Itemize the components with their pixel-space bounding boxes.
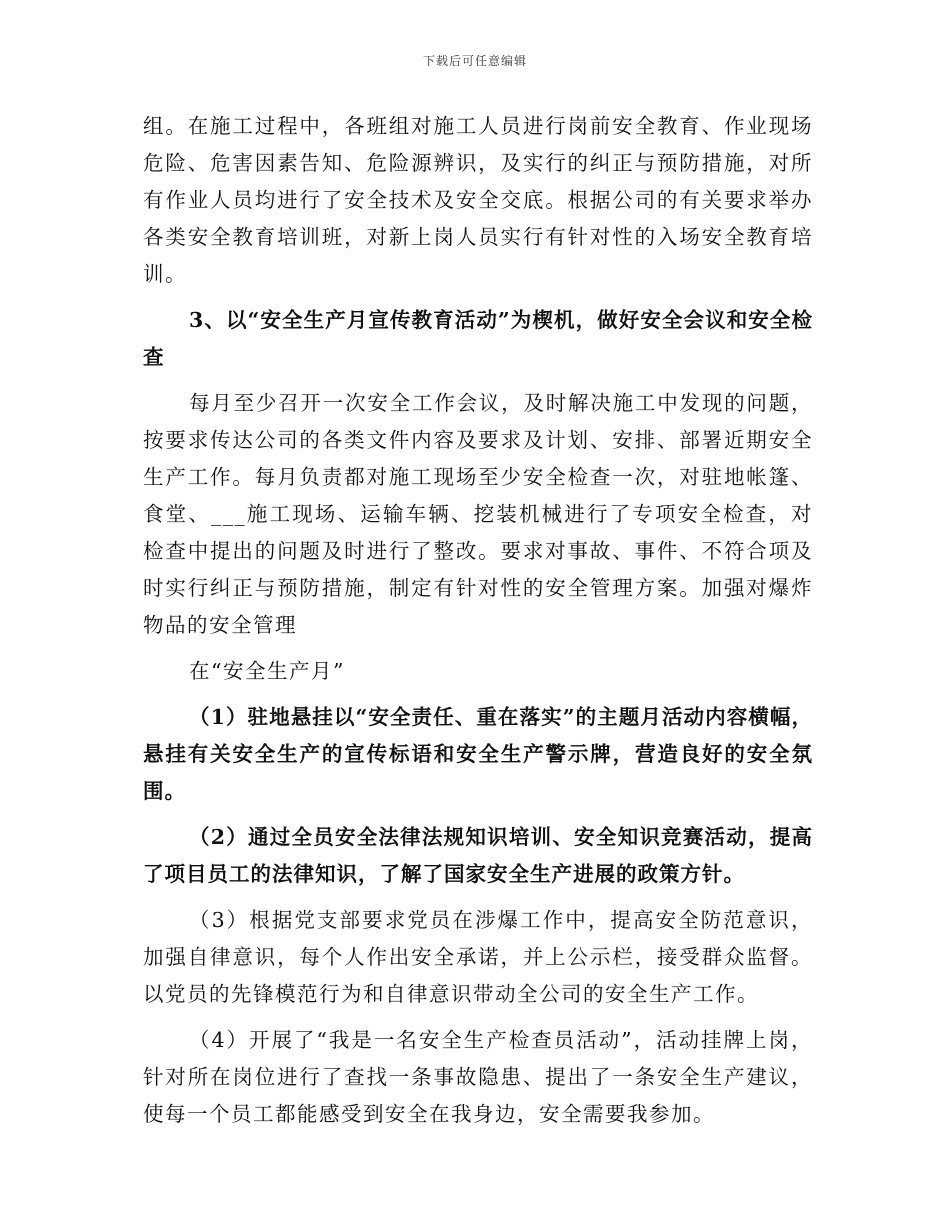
list-item-3: （3）根据党支部要求党员在涉爆工作中，提高安全防范意识，加强自律意识，每个人作出安全承诺，并上公示栏，接受群众监督。以党员的先锋模范行为和自律意识带动全公司的安全生产工作。 [143, 908, 813, 1006]
page-header-note: 下载后可任意编辑 [422, 54, 527, 68]
document-body [143, 108, 813, 1142]
list-item-1: （1）驻地悬挂以“安全责任、重在落实”的主题月活动内容横幅，悬挂有关安全生产的宣传标语和安全生产警示牌，营造良好的安全氛围。 [143, 705, 813, 803]
list-item-4: （4）开展了“我是一名安全生产检查员活动”，活动挂牌上岗，针对所在岗位进行了查找一条事故隐患、提出了一条安全生产建议，使每一个员工都能感受到安全在我身边，安全需要我参加。 [143, 1028, 813, 1126]
list-item-2: （2）通过全员安全法律法规知识培训、安全知识竞赛活动，提高了项目员工的法律知识，了解了国家安全生产进展的政策方针。 [143, 825, 813, 886]
paragraph-safety-meetings: 每月至少召开一次安全工作会议，及时解决施工中发现的问题，按要求传达公司的各类文件内容及要求及计划、安排、部署近期安全生产工作。每月负责都对施工现场至少安全检查一次，对驻地帐篷、食堂、___施工现场、运输车辆、挖装机械进行了专项安全检查，对检查中提出的问题及时进行了整改。要求对事故、事件、不符合项及时实行纠正与预防措施，制定有针对性的安全管理方案。加强对爆炸物品的安全管理 [143, 391, 813, 637]
paragraph-safety-month-intro: 在“安全生产月” [189, 659, 345, 683]
section-heading-3: 3、以“安全生产月宣传教育活动”为楔机，做好安全会议和安全检查 [143, 308, 813, 369]
paragraph-continuation: 组。在施工过程中，各班组对施工人员进行岗前安全教育、作业现场危险、危害因素告知、危险源辨识，及实行的纠正与预防措施，对所有作业人员均进行了安全技术及安全交底。根据公司的有关要求举办各类安全教育培训班，对新上岗人员实行有针对性的入场安全教育培训。 [143, 114, 813, 286]
